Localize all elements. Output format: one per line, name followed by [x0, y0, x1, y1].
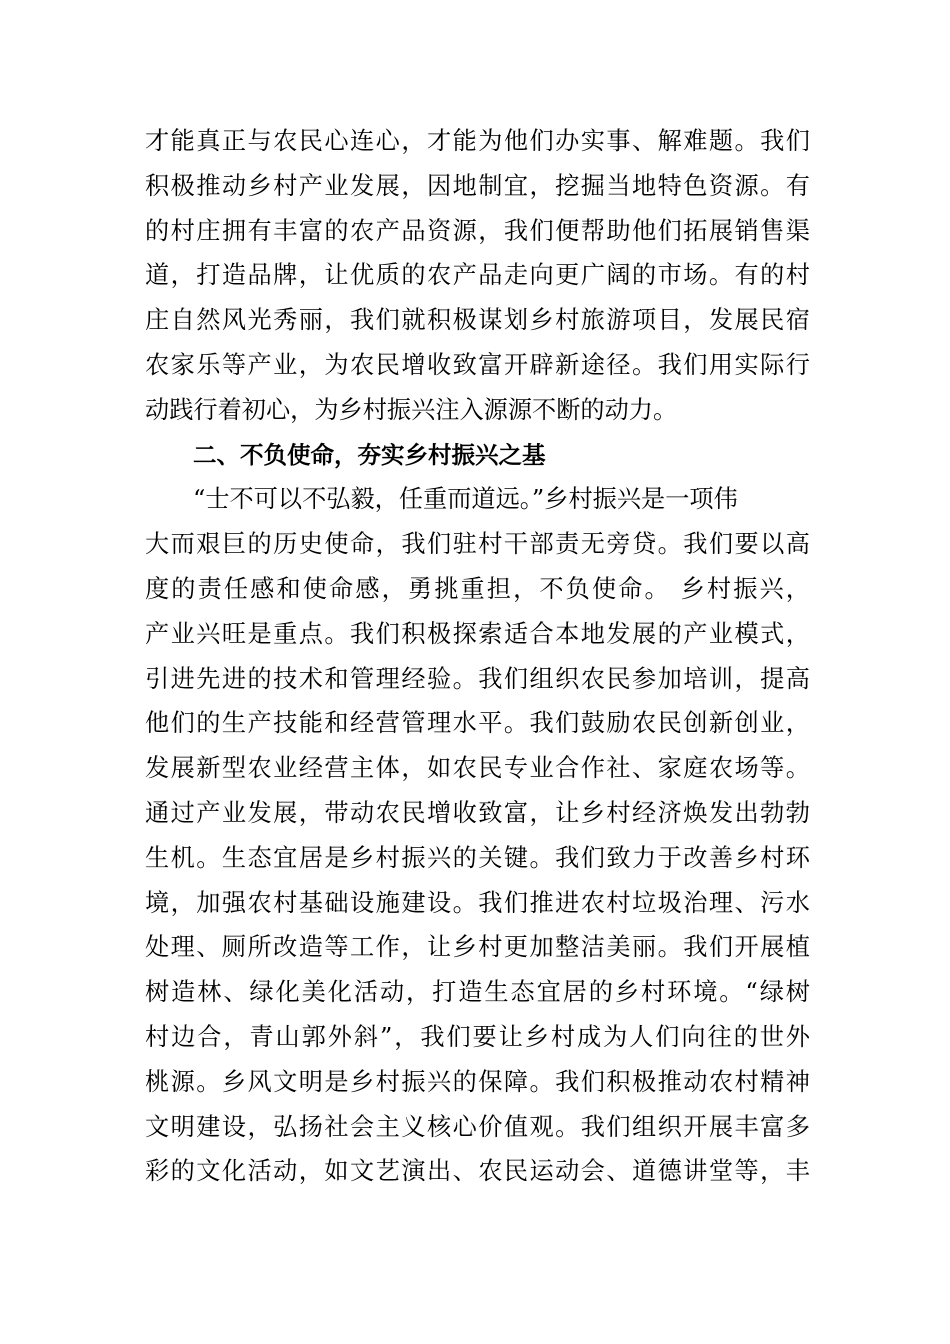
text-line: 引进先进的技术和管理经验。我们组织农民参加培训，提高	[145, 664, 810, 693]
text-line: 处理、厕所改造等工作，让乡村更加整洁美丽。我们开展植	[145, 933, 810, 962]
text-line: 的村庄拥有丰富的农产品资源，我们便帮助他们拓展销售渠	[145, 216, 810, 245]
text-line: 境，加强农村基础设施建设。我们推进农村垃圾治理、污水	[145, 888, 810, 917]
document-body	[145, 119, 810, 1194]
text-line: 度的责任感和使命感，勇挑重担，不负使命。 乡村振兴，	[145, 574, 810, 603]
text-line: 村边合，青山郭外斜”，我们要让乡村成为人们向往的世外	[145, 1022, 810, 1051]
text-line: 产业兴旺是重点。我们积极探索适合本地发展的产业模式，	[145, 619, 810, 648]
text-line: 桃源。乡风文明是乡村振兴的保障。我们积极推动农村精神	[145, 1067, 810, 1096]
section-heading: 二、不负使命，夯实乡村振兴之基	[193, 440, 546, 469]
paragraph-2	[145, 477, 810, 1194]
text-line: 生机。生态宜居是乡村振兴的关键。我们致力于改善乡村环	[145, 843, 810, 872]
text-line: 大而艰巨的历史使命，我们驻村干部责无旁贷。我们要以高	[145, 530, 810, 559]
text-line: 树造林、绿化美化活动，打造生态宜居的乡村环境。“绿树	[145, 978, 810, 1007]
text-line: 通过产业发展，带动农民增收致富，让乡村经济焕发出勃勃	[145, 798, 810, 827]
text-line: 道，打造品牌，让优质的农产品走向更广阔的市场。有的村	[145, 261, 810, 290]
text-line: 他们的生产技能和经营管理水平。我们鼓励农民创新创业，	[145, 709, 810, 738]
text-line: 动践行着初心，为乡村振兴注入源源不断的动力。	[145, 395, 678, 424]
text-line: 文明建设，弘扬社会主义核心价值观。我们组织开展丰富多	[145, 1112, 810, 1141]
text-line: 农家乐等产业，为农民增收致富开辟新途径。我们用实际行	[145, 350, 810, 379]
text-line: 发展新型农业经营主体，如农民专业合作社、家庭农场等。	[145, 754, 810, 783]
text-line: 彩的文化活动，如文艺演出、农民运动会、道德讲堂等，丰	[145, 1157, 810, 1186]
text-line: 积极推动乡村产业发展，因地制宜，挖掘当地特色资源。有	[145, 171, 810, 200]
text-line: 才能真正与农民心连心，才能为他们办实事、解难题。我们	[145, 127, 810, 155]
paragraph-1	[145, 119, 810, 433]
text-line: 庄自然风光秀丽，我们就积极谋划乡村旅游项目，发展民宿	[145, 306, 810, 335]
text-line: “士不可以不弘毅，任重而道远。”乡村振兴是一项伟	[193, 485, 738, 514]
